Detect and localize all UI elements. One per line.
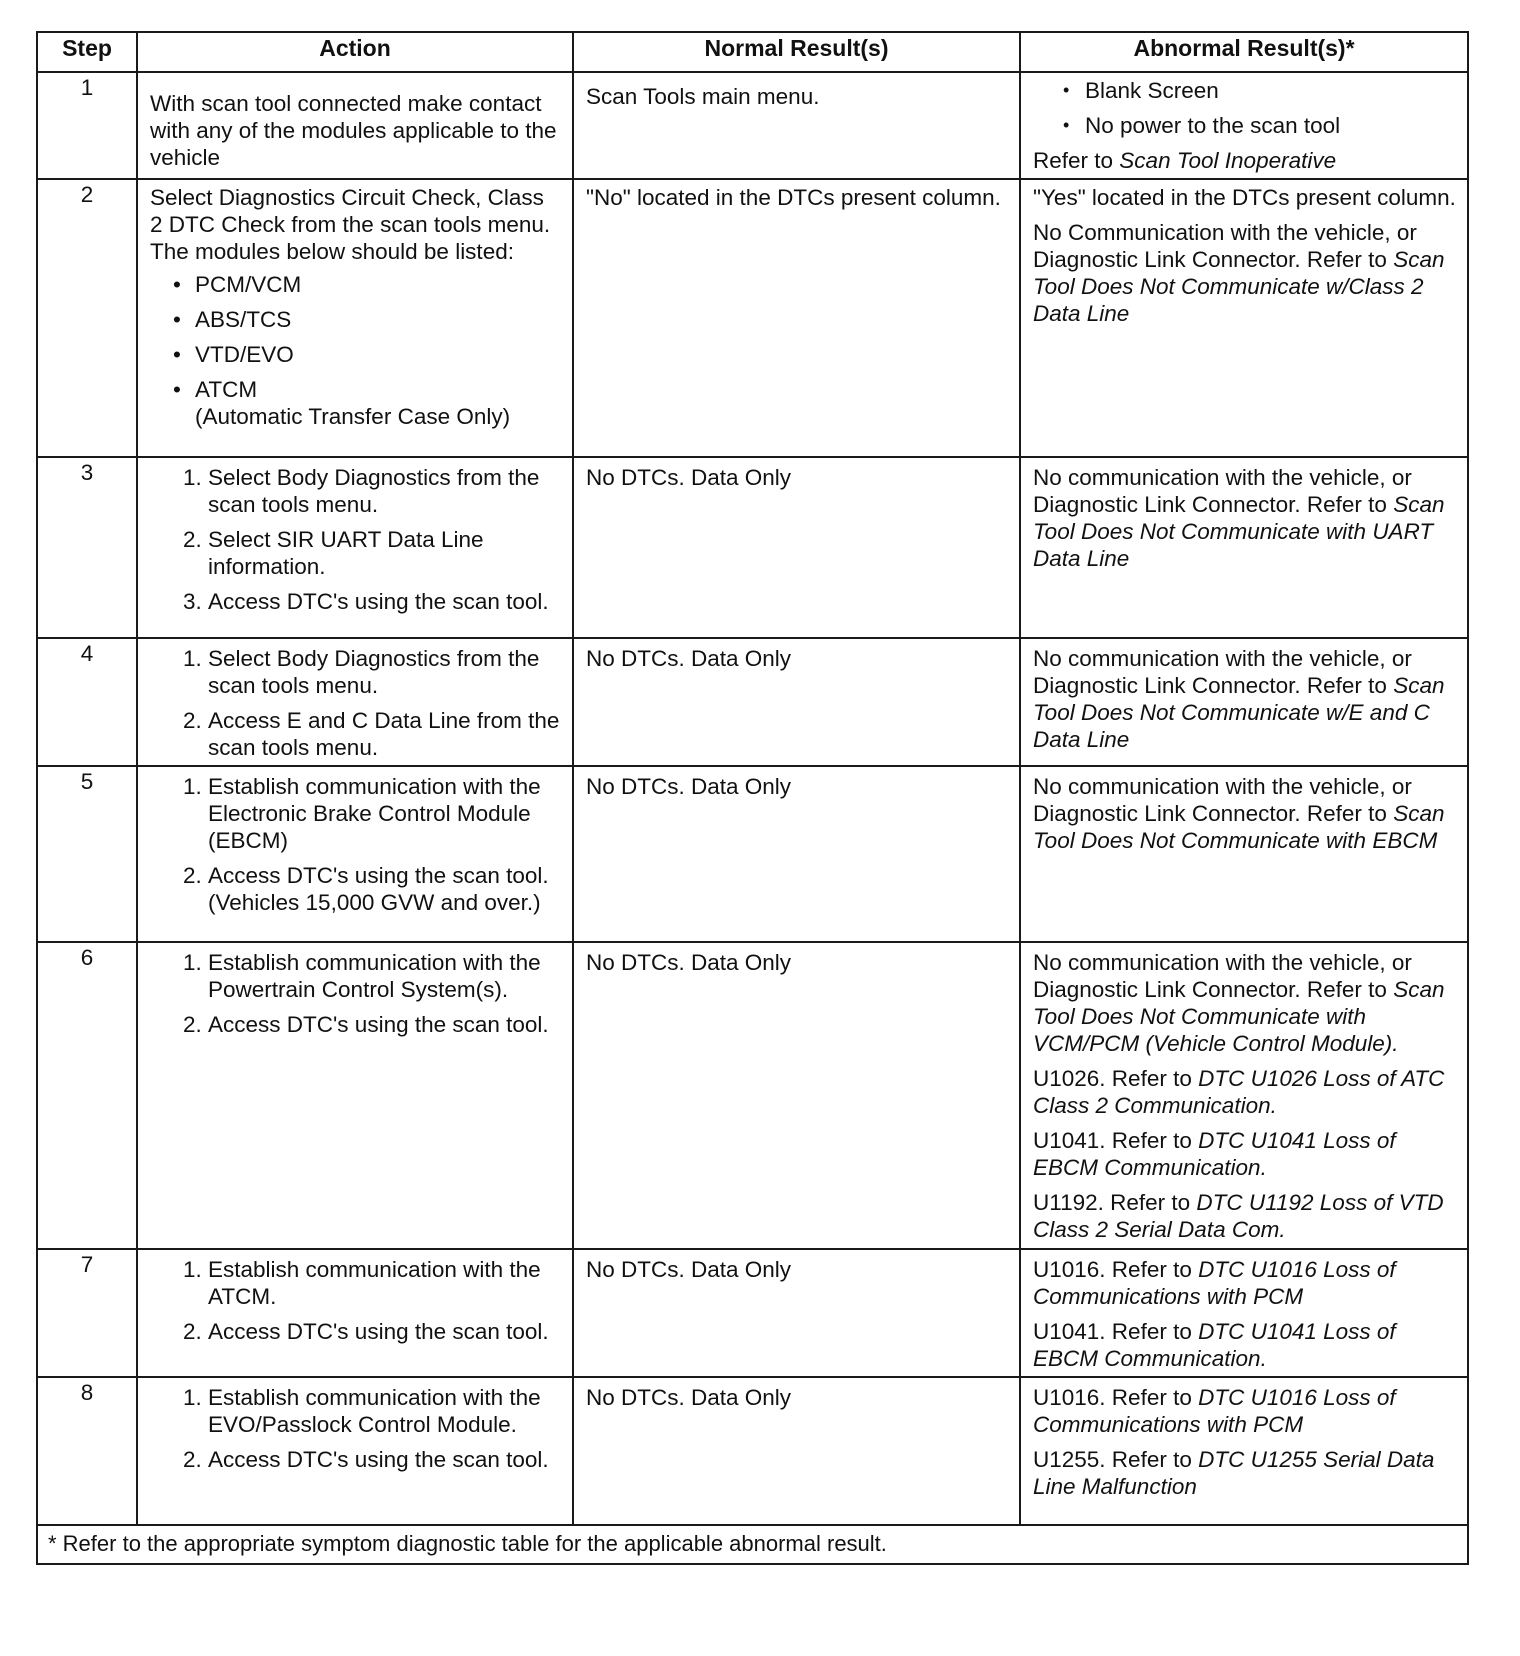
step-number: 4 <box>37 638 137 766</box>
action-cell <box>137 457 573 638</box>
action-cell <box>137 1377 573 1525</box>
dtc-code: U1016. Refer to <box>1033 1257 1199 1282</box>
list-item: 3. Access DTC's using the scan tool. <box>208 588 562 615</box>
dtc-reference <box>1033 1256 1459 1310</box>
dtc-link: DTC U1026 Loss of ATC Class 2 Communication. <box>1033 1066 1445 1118</box>
header-abnormal: Abnormal Result(s)* <box>1020 32 1468 72</box>
dtc-link: DTC U1016 Loss of Communications with PCM <box>1033 1257 1396 1309</box>
abnormal-result-cell <box>1020 942 1468 1249</box>
abnormal-text <box>1033 219 1459 327</box>
normal-result-cell <box>573 1377 1020 1525</box>
normal-result-text: "No" located in the DTCs present column. <box>586 185 1001 210</box>
table-row <box>37 457 1468 638</box>
dtc-code: U1041. Refer to <box>1033 1319 1199 1344</box>
abnormal-text: "Yes" located in the DTCs present column. <box>1033 185 1456 210</box>
step-number: 1 <box>37 72 137 179</box>
normal-result-cell <box>573 638 1020 766</box>
action-cell <box>137 942 573 1249</box>
footnote-row <box>37 1525 1468 1564</box>
action-steps <box>150 464 562 615</box>
action-steps <box>150 645 562 761</box>
list-item: 2. Access DTC's using the scan tool. <box>208 1011 562 1038</box>
list-item: 1. Select Body Diagnostics from the scan tools menu. <box>208 464 562 518</box>
normal-result-cell <box>573 766 1020 942</box>
list-item: 2. Access DTC's using the scan tool. <box>208 1446 562 1473</box>
refer-text: No communication with the vehicle, or Diagnostic Link Connector. Refer to <box>1033 774 1412 826</box>
abnormal-result-cell <box>1020 457 1468 638</box>
action-text: With scan tool connected make contact with any of the modules applicable to the vehicle <box>150 91 557 170</box>
dtc-code: U1192. Refer to <box>1033 1190 1197 1215</box>
list-item-note: (Automatic Transfer Case Only) <box>195 404 511 429</box>
list-item: • PCM/VCM <box>195 271 562 298</box>
action-steps <box>150 949 562 1038</box>
normal-result-text: Scan Tools main menu. <box>586 84 820 109</box>
dtc-code: U1255. Refer to <box>1033 1447 1199 1472</box>
refer-text: No communication with the vehicle, or Diagnostic Link Connector. Refer to <box>1033 465 1412 517</box>
refer-text: No communication with the vehicle, or Diagnostic Link Connector. Refer to <box>1033 950 1412 1002</box>
list-item: 1. Select Body Diagnostics from the scan tools menu. <box>208 645 562 699</box>
refer-link: Scan Tool Does Not Communicate w/Class 2 Data Line <box>1033 247 1445 326</box>
list-item: • VTD/EVO <box>195 341 562 368</box>
dtc-reference <box>1033 1127 1459 1181</box>
header-action: Action <box>137 32 573 72</box>
step-number: 6 <box>37 942 137 1249</box>
footnote: * Refer to the appropriate symptom diagnostic table for the applicable abnormal result. <box>37 1525 1468 1564</box>
step-number: 5 <box>37 766 137 942</box>
normal-result-cell <box>573 457 1020 638</box>
normal-result-cell <box>573 179 1020 457</box>
dtc-reference <box>1033 1446 1459 1500</box>
header-normal: Normal Result(s) <box>573 32 1020 72</box>
action-steps <box>150 773 562 916</box>
diagnostic-table <box>36 31 1469 1565</box>
abnormal-bullet-list <box>1033 77 1459 139</box>
list-item: • No power to the scan tool <box>1085 112 1459 139</box>
normal-result-text: No DTCs. Data Only <box>586 774 792 799</box>
step-number: 7 <box>37 1249 137 1377</box>
dtc-reference <box>1033 1318 1459 1372</box>
header-step: Step <box>37 32 137 72</box>
table-row <box>37 638 1468 766</box>
abnormal-result-cell <box>1020 1249 1468 1377</box>
dtc-link: DTC U1041 Loss of EBCM Communication. <box>1033 1128 1396 1180</box>
normal-result-cell <box>573 1249 1020 1377</box>
table-row <box>37 1377 1468 1525</box>
dtc-code: U1026. Refer to <box>1033 1066 1199 1091</box>
action-cell <box>137 638 573 766</box>
table-row <box>37 1249 1468 1377</box>
dtc-reference <box>1033 1065 1459 1119</box>
refer-link: Scan Tool Does Not Communicate w/E and C Data Line <box>1033 673 1445 752</box>
action-steps <box>150 1384 562 1473</box>
dtc-reference <box>1033 1189 1459 1243</box>
dtc-reference <box>1033 1384 1459 1438</box>
action-cell <box>137 179 573 457</box>
abnormal-result-cell <box>1020 638 1468 766</box>
dtc-link: DTC U1016 Loss of Communications with PCM <box>1033 1385 1396 1437</box>
table-row <box>37 766 1468 942</box>
list-item: • Blank Screen <box>1085 77 1459 104</box>
action-text: Select Diagnostics Circuit Check, Class 2 DTC Check from the scan tools menu. The modules below should be listed: <box>150 185 551 264</box>
dtc-code: U1016. Refer to <box>1033 1385 1199 1410</box>
table-row <box>37 72 1468 179</box>
refer-link: Scan Tool Does Not Communicate with EBCM <box>1033 801 1445 853</box>
dtc-link: DTC U1041 Loss of EBCM Communication. <box>1033 1319 1396 1371</box>
abnormal-result-cell <box>1020 1377 1468 1525</box>
action-cell <box>137 1249 573 1377</box>
refer-link: Scan Tool Does Not Communicate with UART Data Line <box>1033 492 1445 571</box>
normal-result-text: No DTCs. Data Only <box>586 1385 792 1410</box>
abnormal-result-cell <box>1020 766 1468 942</box>
normal-result-text: No DTCs. Data Only <box>586 950 792 975</box>
normal-result-cell <box>573 942 1020 1249</box>
list-item: • ABS/TCS <box>195 306 562 333</box>
normal-result-text: No DTCs. Data Only <box>586 1257 792 1282</box>
refer-link: Scan Tool Inoperative <box>1119 148 1337 173</box>
table-row <box>37 179 1468 457</box>
list-item-text: ATCM <box>195 377 258 402</box>
action-cell <box>137 72 573 179</box>
table-row <box>37 942 1468 1249</box>
action-cell <box>137 766 573 942</box>
dtc-code: U1041. Refer to <box>1033 1128 1199 1153</box>
list-item: 2. Access DTC's using the scan tool. (Vehicles 15,000 GVW and over.) <box>208 862 562 916</box>
list-item: 1. Establish communication with the EVO/Passlock Control Module. <box>208 1384 562 1438</box>
list-item: 1. Establish communication with the Powertrain Control System(s). <box>208 949 562 1003</box>
normal-result-text: No DTCs. Data Only <box>586 465 792 490</box>
refer-text: No Communication with the vehicle, or Diagnostic Link Connector. Refer to <box>1033 220 1417 272</box>
list-item: 2. Select SIR UART Data Line information. <box>208 526 562 580</box>
step-number: 2 <box>37 179 137 457</box>
abnormal-result-cell <box>1020 179 1468 457</box>
refer-text: No communication with the vehicle, or Diagnostic Link Connector. Refer to <box>1033 646 1412 698</box>
step-number: 3 <box>37 457 137 638</box>
step-number: 8 <box>37 1377 137 1525</box>
abnormal-result-cell <box>1020 72 1468 179</box>
normal-result-text: No DTCs. Data Only <box>586 646 792 671</box>
action-steps <box>150 1256 562 1345</box>
list-item <box>195 376 562 430</box>
module-list <box>150 271 562 430</box>
dtc-link: DTC U1255 Serial Data Line Malfunction <box>1033 1447 1435 1499</box>
list-item: 2. Access E and C Data Line from the scan tools menu. <box>208 707 562 761</box>
normal-result-cell <box>573 72 1020 179</box>
dtc-link: DTC U1192 Loss of VTD Class 2 Serial Data Com. <box>1033 1190 1444 1242</box>
list-item: 1. Establish communication with the Electronic Brake Control Module (EBCM) <box>208 773 562 854</box>
list-item: 1. Establish communication with the ATCM. <box>208 1256 562 1310</box>
refer-text: Refer to <box>1033 148 1120 173</box>
list-item: 2. Access DTC's using the scan tool. <box>208 1318 562 1345</box>
header-row <box>37 32 1468 72</box>
abnormal-text <box>1033 949 1459 1057</box>
refer-link: Scan Tool Does Not Communicate with VCM/PCM (Vehicle Control Module). <box>1033 977 1445 1056</box>
